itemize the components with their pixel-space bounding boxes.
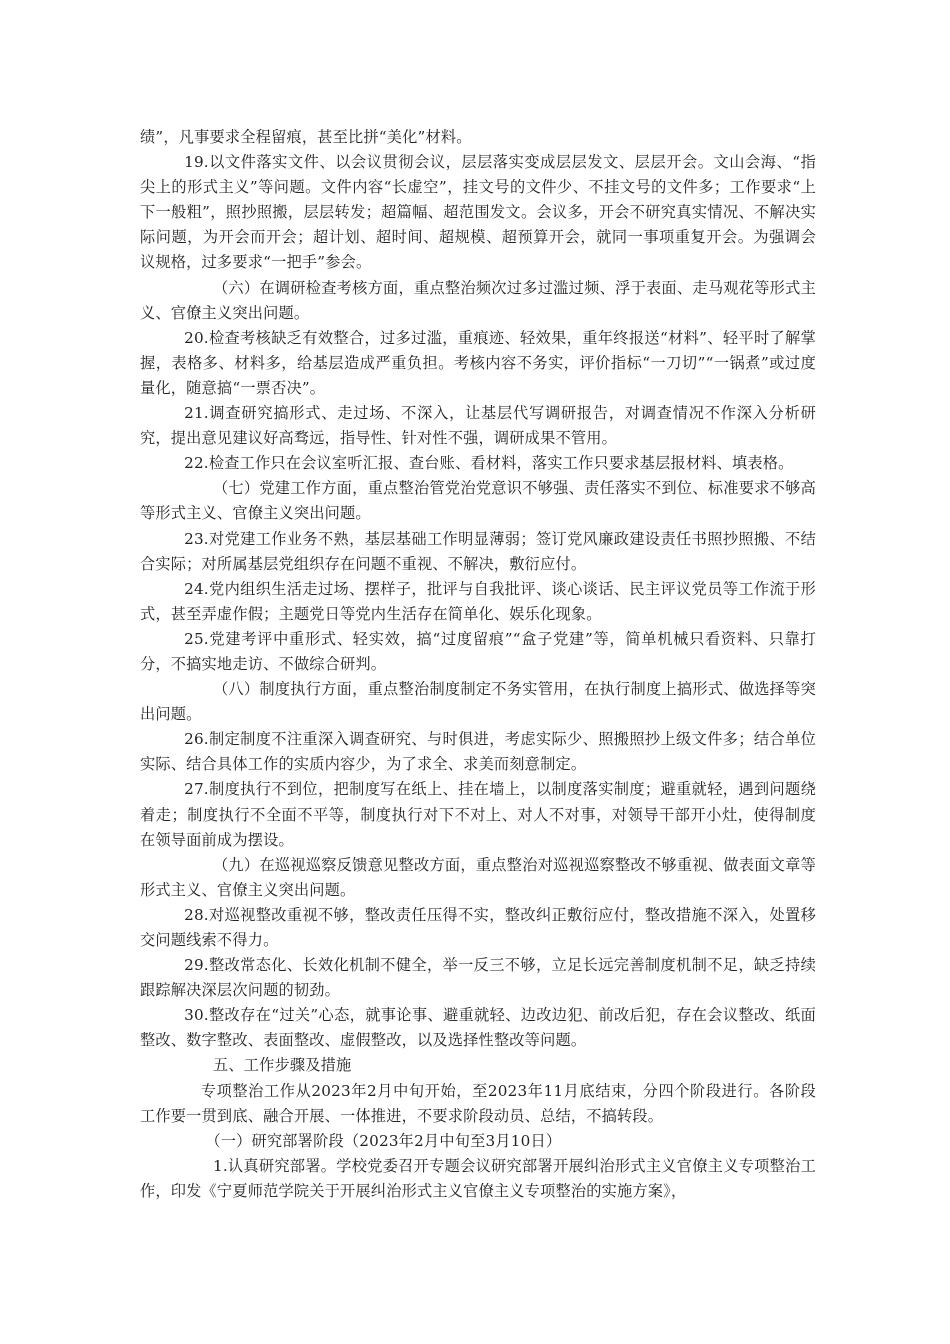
paragraph: 29.整改常态化、长效化机制不健全，举一反三不够，立足长远完善制度机制不足，缺乏持续跟踪解决深层次问题的韧劲。 [140, 956, 816, 1000]
section-heading: （八）制度执行方面，重点整治制度制定不务实管用，在执行制度上搞形式、做选择等突出问题。 [140, 680, 816, 724]
section-heading: （九）在巡视巡察反馈意见整改方面，重点整治对巡视巡察整改不够重视、做表面文章等形式主义、官僚主义突出问题。 [140, 855, 816, 899]
paragraph: 21.调查研究搞形式、走过场、不深入，让基层代写调研报告，对调查情况不作深入分析研究，提出意见建议好高骛远，指导性、针对性不强，调研成果不管用。 [140, 404, 816, 448]
paragraph: 23.对党建工作业务不熟，基层基础工作明显薄弱；签订党风廉政建设责任书照抄照搬、不结合实际；对所属基层党组织存在问题不重视、不解决，敷衍应付。 [140, 529, 816, 573]
paragraph: 20.检查考核缺乏有效整合，过多过滥，重痕迹、轻效果，重年终报送“材料”、轻平时了解掌握，表格多、材料多，给基层造成严重负担。考核内容不务实，评价指标“一刀切”“一锅煮”或过度量化，随意搞“一票否决”。 [140, 328, 816, 397]
section-heading: （七）党建工作方面，重点整治管党治党意识不够强、责任落实不到位、标准要求不够高等形式主义、官僚主义突出问题。 [140, 479, 816, 523]
paragraph: 1.认真研究部署。学校党委召开专题会议研究部署开展纠治形式主义官僚主义专项整治工作，印发《宁夏师范学院关于开展纠治形式主义官僚主义专项整治的实施方案》， [140, 1156, 816, 1200]
paragraph: 19.以文件落实文件、以会议贯彻会议，层层落实变成层层发文、层层开会。文山会海、“指尖上的形式主义”等问题。文件内容“长虚空”，挂文号的文件少、不挂文号的文件多；工作要求“上下一般粗”，照抄照搬，层层转发；超篇幅、超范围发文。会议多，开会不研究真实情况、不解决实际问题，为开会而开会；超计划、超时间、超规模、超预算开会，就同一事项重复开会。为强调会议规格，过多要求“一把手”参会。 [140, 153, 816, 272]
document-body [140, 125, 816, 1204]
chapter-heading: 五、工作步骤及措施 [212, 1056, 352, 1075]
section-heading: （一）研究部署阶段（2023年2月中旬至3月10日） [205, 1131, 562, 1150]
section-heading: （六）在调研检查考核方面，重点整治频次过多过滥过频、浮于表面、走马观花等形式主义、官僚主义突出问题。 [140, 278, 816, 322]
paragraph: 24.党内组织生活走过场、摆样子，批评与自我批评、谈心谈话、民主评议党员等工作流于形式，甚至弄虚作假；主题党日等党内生活存在简单化、娱乐化现象。 [140, 579, 816, 623]
paragraph: 绩”，凡事要求全程留痕，甚至比拼“美化”材料。 [140, 128, 472, 146]
paragraph: 28.对巡视整改重视不够，整改责任压得不实，整改纠正敷衍应付，整改措施不深入，处置移交问题线索不得力。 [140, 905, 816, 949]
paragraph: 22.检查工作只在会议室听汇报、查台账、看材料，落实工作只要求基层报材料、填表格。 [184, 454, 794, 473]
paragraph: 30.整改存在“过关”心态，就事论事、避重就轻、边改边犯、前改后犯，存在会议整改、纸面整改、数字整改、表面整改、虚假整改，以及选择性整改等问题。 [140, 1006, 816, 1050]
paragraph: 27.制度执行不到位，把制度写在纸上、挂在墙上，以制度落实制度；避重就轻，遇到问题绕着走；制度执行不全面不平等，制度执行对下不对上、对人不对事，对领导干部开小灶，使得制度在领导面前成为摆设。 [140, 780, 816, 849]
paragraph: 25.党建考评中重形式、轻实效，搞“过度留痕”“盒子党建”等，简单机械只看资料、只靠打分，不搞实地走访、不做综合研判。 [140, 629, 816, 673]
paragraph: 26.制定制度不注重深入调查研究、与时俱进，考虑实际少、照搬照抄上级文件多；结合单位实际、结合具体工作的实质内容少，为了求全、求美而刻意制定。 [140, 730, 816, 774]
paragraph: 专项整治工作从2023年2月中旬开始，至2023年11月底结束，分四个阶段进行。各阶段工作要一贯到底、融合开展、一体推进，不要求阶段动员、总结，不搞转段。 [140, 1081, 816, 1125]
